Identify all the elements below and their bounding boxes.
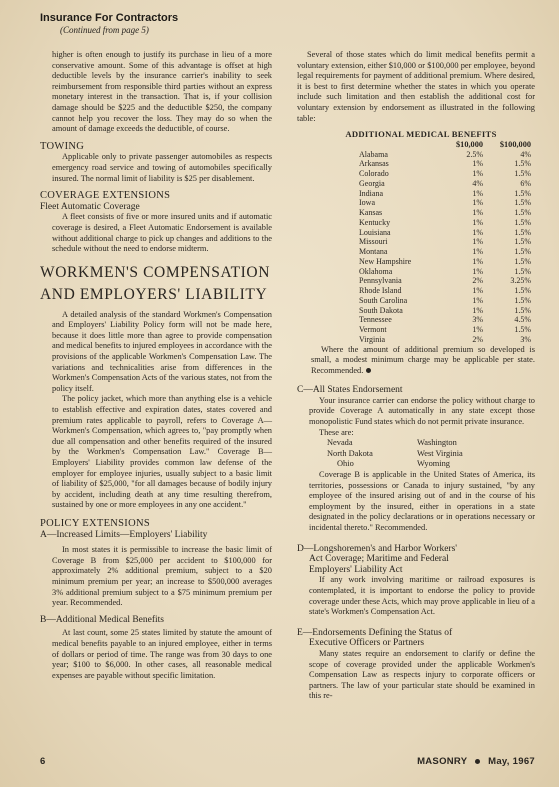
end-mark-icon — [366, 368, 371, 373]
value-cell: 1% — [472, 286, 483, 295]
value-cell: 1% — [472, 295, 483, 305]
state-cell: Colorado — [359, 169, 389, 178]
state-cell: Louisiana — [359, 227, 391, 237]
table-row — [359, 306, 531, 316]
heading-line: Employers' Liability Act — [309, 564, 403, 575]
value-cell: 1% — [472, 169, 483, 178]
value-cell: 1% — [472, 305, 483, 315]
paragraph: At last count, some 25 states limited by statute the amount of medical benefits payable to an injured employee, either in terms of dollars or period of time. The range was from 30 days to one year; $100 to $6,000. In other cases, all reasonable medical expenses are payable without specific limitation. — [52, 628, 272, 680]
paragraph-text: Where the amount of additional premium so developed is small, a modest minimum charge may be applicable per state. Recommended. — [311, 344, 535, 375]
issue-date: May, 1967 — [488, 756, 535, 767]
value-cell: 3.25% — [510, 276, 531, 286]
state-cell: Rhode Island — [359, 286, 402, 295]
state-cell: Indiana — [359, 188, 383, 198]
heading-line: WORKMEN'S COMPENSATION — [40, 263, 270, 281]
value-cell: 2% — [472, 334, 483, 344]
table-header-row — [359, 140, 531, 150]
value-cell: 1.5% — [514, 227, 531, 237]
value-cell: 1% — [472, 266, 483, 276]
paragraph: higher is often enough to justify its purchase in lieu of a more conservative amount. Some of this advantage is offset at high deductible levels by the insurance carrier's inability to seek reimbursement from responsible third parties without an express monetary interest in the transaction. That is, if your collision damage should be $225 and the deductible $250, the company cannot help you recover the loss. They may do so when the amount of damage exceeds the deductible, of course. — [52, 50, 272, 134]
state-name: Wyoming — [417, 459, 450, 469]
value-cell: 4% — [472, 178, 483, 188]
value-cell: 1% — [472, 198, 483, 208]
state-cell: Kentucky — [359, 217, 391, 227]
subheading-a: A—Increased Limits—Employers' Liability — [40, 529, 208, 540]
state-name: Washington — [417, 438, 457, 448]
heading-line: AND EMPLOYERS' LIABILITY — [40, 285, 268, 303]
paragraph: Several of those states which do limit medical benefits permit a voluntary extension, either $10,000 or $100,000 per employee, beyond legal requirements for payment of additional premium. Where desired, it is best to first determine whether the states in which you operate include such limitation and then establish the additional cost for voluntary extension by endorsement as illustrated in the following table: — [297, 50, 535, 123]
value-cell: 1.5% — [514, 198, 531, 208]
table-title: ADDITIONAL MEDICAL BENEFITS — [345, 129, 497, 140]
separator-icon — [475, 759, 480, 764]
right-column — [297, 50, 535, 702]
value-cell: 2% — [472, 276, 483, 286]
section-heading-coverage-extensions: COVERAGE EXTENSIONS — [40, 190, 171, 202]
table-row — [359, 189, 531, 199]
value-cell: 1% — [472, 247, 483, 256]
value-cell: 1% — [472, 227, 483, 237]
table-row — [359, 228, 531, 238]
monopolistic-states-list — [327, 438, 535, 470]
state-cell: Kansas — [359, 208, 383, 217]
state-cell: Alabama — [359, 149, 388, 159]
paragraph: Applicable only to private passenger automobiles as respects emergency road service and towing of automobiles specifically insured. The normal limit of liability is $25 per disablement. — [52, 152, 272, 183]
value-cell: 1% — [472, 159, 483, 169]
value-cell: 1.5% — [514, 217, 531, 227]
table-row — [359, 159, 531, 169]
subheading-c: C—All States Endorsement — [297, 385, 403, 396]
value-cell: 2.5% — [466, 149, 483, 159]
state-cell: Montana — [359, 247, 388, 256]
value-cell: 1.5% — [514, 188, 531, 198]
heading-line: E—Endorsements Defining the Status of — [297, 627, 453, 638]
left-column — [40, 50, 272, 681]
state-cell: South Dakota — [359, 305, 403, 315]
state-name: West Virginia — [417, 448, 463, 458]
table-body — [359, 150, 531, 345]
value-cell: 1% — [472, 256, 483, 266]
value-cell: 1.5% — [514, 159, 531, 169]
value-cell: 1.5% — [514, 266, 531, 276]
value-cell: 1.5% — [514, 169, 531, 178]
heading-line: D—Longshoremen's and Harbor Workers' — [297, 543, 457, 554]
value-cell: 6% — [520, 178, 531, 188]
value-cell: 1.5% — [514, 295, 531, 305]
continued-note: (Continued from page 5) — [60, 25, 149, 35]
table-row — [359, 315, 531, 325]
table-row — [359, 257, 531, 267]
table-row — [359, 198, 531, 208]
table-row — [359, 208, 531, 218]
value-cell: 1.5% — [514, 208, 531, 217]
subheading-b: B—Additional Medical Benefits — [40, 614, 165, 625]
value-cell: 1.5% — [514, 247, 531, 256]
heading-line: Executive Officers or Partners — [309, 638, 425, 649]
magazine-issue — [417, 756, 535, 767]
page-number: 6 — [40, 756, 46, 767]
paragraph: A fleet consists of five or more insured units and if automatic coverage is desired, a Fleet Automatic Endorsement is available without additional charge to pick up changes and additions to the schedule without the need to endorse midterm. — [52, 212, 272, 254]
table-row — [359, 325, 531, 335]
table-row — [359, 276, 531, 286]
table-row — [359, 237, 531, 247]
value-cell: 1.5% — [514, 325, 531, 334]
value-cell: 3% — [472, 315, 483, 325]
value-cell: 3% — [520, 334, 531, 344]
subheading-fleet: Fleet Automatic Coverage — [40, 201, 140, 212]
table-header-10k: $10,000 — [456, 139, 483, 149]
value-cell: 1% — [472, 217, 483, 227]
medical-benefits-table — [359, 140, 531, 345]
article-title: Insurance For Contractors — [40, 12, 179, 24]
value-cell: 1% — [472, 208, 483, 217]
state-cell: Virginia — [359, 334, 386, 344]
value-cell: 1% — [472, 188, 483, 198]
value-cell: 1.5% — [514, 237, 531, 247]
paragraph — [311, 345, 535, 377]
paragraph: These are: — [319, 427, 354, 437]
table-row — [359, 179, 531, 189]
state-name: Ohio — [337, 459, 354, 469]
subheading-d — [297, 544, 535, 576]
article-header — [40, 12, 178, 35]
section-heading-workmens-compensation — [40, 262, 272, 306]
heading-line: Act Coverage; Maritime and Federal — [309, 554, 449, 565]
table-header-100k: $100,000 — [499, 139, 531, 149]
state-cell: South Carolina — [359, 295, 408, 305]
magazine-name: MASONRY — [417, 756, 468, 767]
table-row — [359, 218, 531, 228]
subheading-e — [297, 628, 535, 649]
table-row — [359, 335, 531, 345]
state-cell: Georgia — [359, 178, 385, 188]
state-cell: Iowa — [359, 198, 375, 208]
table-header-state — [359, 140, 427, 150]
value-cell: 4.5% — [514, 315, 531, 325]
value-cell: 1.5% — [514, 256, 531, 266]
paragraph: Coverage B is applicable in the United States of America, its territories, possessions or Canada to injury sustained, "by any employee of the insured arising out of and in the course of his employment by the insured, either in operations in a state designated in the policy declarations or in operations necessary or incidental thereto." Recommended. — [309, 470, 535, 532]
table-row — [359, 169, 531, 179]
state-cell: New Hampshire — [359, 256, 412, 266]
state-name: North Dakota — [327, 448, 373, 458]
state-cell: Arkansas — [359, 159, 389, 169]
value-cell: 1% — [472, 325, 483, 334]
table-row — [359, 296, 531, 306]
paragraph: Your insurance carrier can endorse the policy without charge to provide Coverage A automatically in any state except those monopolistic Fund states which do not permit private insurance. — [309, 395, 535, 427]
paragraph: The policy jacket, which more than anything else is a vehicle to establish effective and expiration dates, states covered and premium rates applicable to payroll, refers to Coverage A—Workmen's Compensation, which agrees to, "pay promptly when due all compensation and other benefits required of the insured by the Workmen's Compensation Law." Coverage B—Employers' Liability provides common law defense of the employer for employee injuries, usually subject to a basic limit of liability of $25,000, "for all damages because of bodily injury by accident, including death at any time resulting therefrom, sustained by one or more employees in any one accident." — [52, 394, 272, 510]
table-row — [359, 150, 531, 160]
paragraph: If any work involving maritime or railroad exposures is contemplated, it is important to endorse the policy to provide coverage under these Acts, which may prove applicable in lieu of a state's Workmen's Compensation Act. — [309, 575, 535, 617]
value-cell: 4% — [520, 149, 531, 159]
state-name: Nevada — [327, 438, 353, 448]
state-cell: Missouri — [359, 237, 388, 247]
value-cell: 1.5% — [514, 305, 531, 315]
value-cell: 1.5% — [514, 286, 531, 295]
table-row — [359, 267, 531, 277]
paragraph: In most states it is permissible to increase the basic limit of Coverage B from $25,000 per accident to $100,000 for approximately 2% additional premium, subject to a $20 minimum premium per year; an increase to $500,000 averages 3% additional premium subject to a $75 minimum premium per year. Recommended. — [52, 545, 272, 608]
section-heading-policy-extensions: POLICY EXTENSIONS — [40, 517, 151, 529]
state-cell: Vermont — [359, 325, 387, 334]
section-heading-towing: TOWING — [40, 140, 85, 152]
paragraph: A detailed analysis of the standard Workmen's Compensation and Employers' Liability Policy form will not be made here, because it does little more than agree to provide compensation and medical benefits to injured employees in accordance with the provisions of the applicable Workmen's Compensation Law. The variations and technicalities arise from differences in the Workmen's Compensation Acts of the various states, not from the policy itself. — [52, 309, 272, 393]
state-cell: Tennessee — [359, 315, 392, 325]
table-row — [359, 286, 531, 296]
paragraph: Many states require an endorsement to clarify or define the scope of coverage provided under the applicable Workmen's Compensation Law as respects injury to corporate officers or partners. The law of your particular state should be examined in this re- — [309, 648, 535, 701]
state-cell: Pennsylvania — [359, 276, 402, 286]
state-cell: Oklahoma — [359, 266, 393, 276]
table-row — [359, 247, 531, 257]
value-cell: 1% — [472, 237, 483, 247]
